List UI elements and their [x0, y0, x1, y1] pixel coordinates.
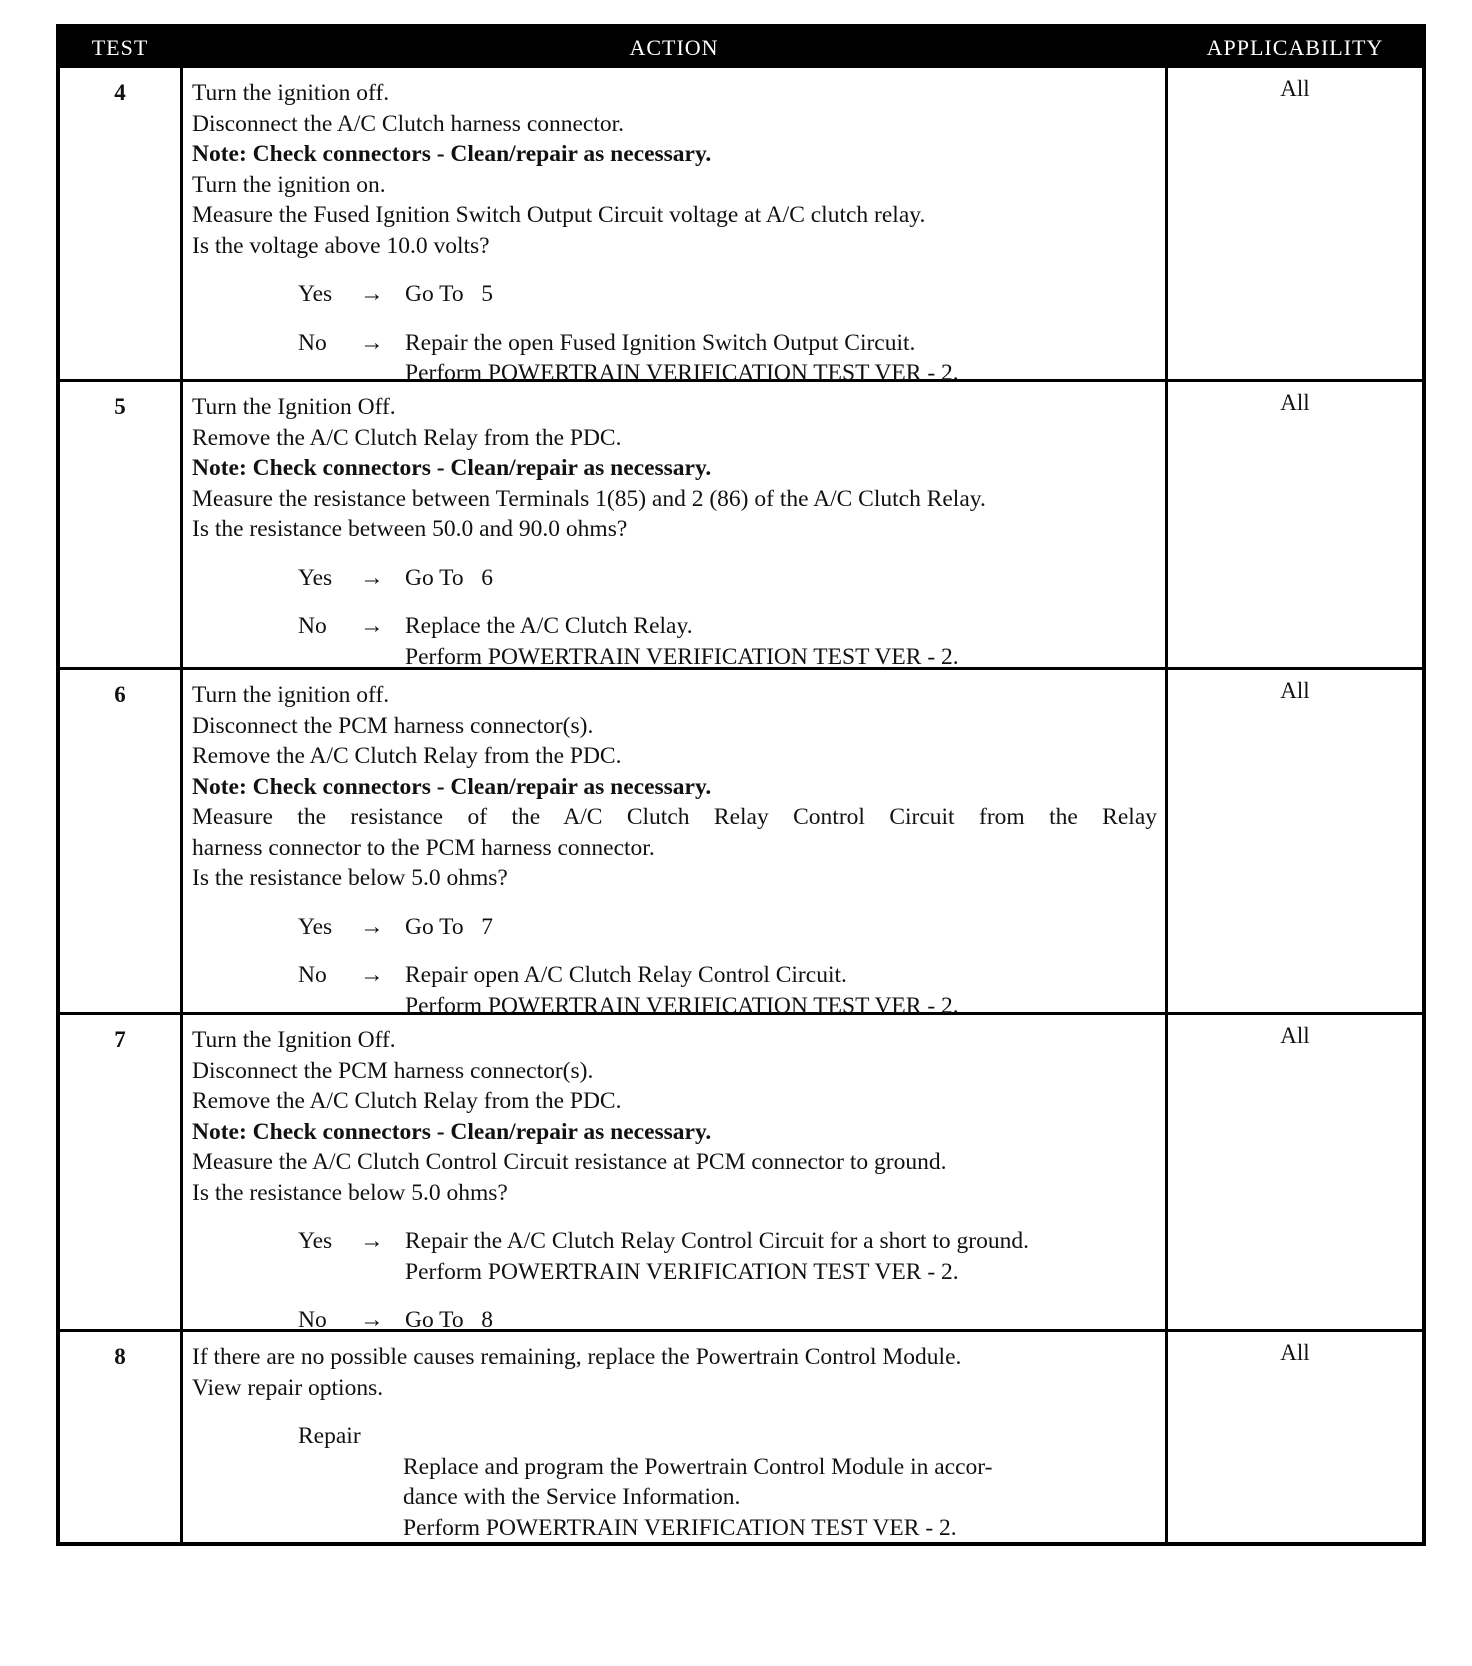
action-line: Disconnect the PCM harness connector(s). — [192, 1057, 594, 1084]
no-result: Repair the open Fused Ignition Switch Output Circuit. — [405, 329, 916, 356]
action-line: Turn the ignition on. — [192, 171, 386, 198]
no-result: Replace the A/C Clutch Relay. — [405, 613, 693, 639]
arrow-icon: → — [360, 913, 384, 940]
action-line: Is the resistance between 50.0 and 90.0 ohms? — [192, 516, 628, 542]
table-row — [60, 1012, 1422, 1333]
diagnostic-table — [56, 24, 1426, 1546]
header-test: TEST — [91, 35, 149, 60]
table-row — [60, 379, 1422, 670]
note-line: Note: Check connectors - Clean/repair as necessary. — [192, 455, 712, 481]
yes-branch — [192, 563, 1157, 594]
no-result: Perform POWERTRAIN VERIFICATION TEST VER - 2. — [405, 643, 959, 670]
action-cell — [180, 670, 1168, 1019]
applicability-value: All — [1280, 678, 1310, 703]
table-row — [60, 667, 1422, 1019]
no-branch — [192, 1305, 1157, 1336]
action-line: Is the resistance below 5.0 ohms? — [192, 1179, 508, 1206]
repair-line: Perform POWERTRAIN VERIFICATION TEST VER - 2. — [403, 1514, 957, 1541]
arrow-icon: → — [360, 281, 384, 307]
header-applicability: APPLICABILITY — [1206, 35, 1384, 60]
no-branch — [192, 611, 1157, 672]
yes-branch — [192, 1226, 1157, 1287]
action-cell — [180, 68, 1168, 386]
no-result: Repair open A/C Clutch Relay Control Circuit. — [405, 962, 847, 988]
no-label: No — [298, 613, 327, 639]
applicability-value: All — [1280, 76, 1310, 101]
action-line: Remove the A/C Clutch Relay from the PDC. — [192, 743, 622, 769]
action-line: Remove the A/C Clutch Relay from the PDC. — [192, 424, 622, 451]
action-line: Measure the A/C Clutch Control Circuit resistance at PCM connector to ground. — [192, 1149, 947, 1175]
action-line: Disconnect the PCM harness connector(s). — [192, 712, 594, 739]
yes-result: Repair the A/C Clutch Relay Control Circuit for a short to ground. — [405, 1228, 1029, 1254]
action-cell — [180, 382, 1168, 670]
no-result: Go To 8 — [405, 1307, 494, 1333]
action-line: View repair options. — [192, 1374, 384, 1401]
action-line: If there are no possible causes remaining, replace the Powertrain Control Module. — [192, 1344, 962, 1370]
no-result: Perform POWERTRAIN VERIFICATION TEST VER - 2. — [405, 360, 959, 386]
note-line: Note: Check connectors - Clean/repair as necessary. — [192, 1118, 712, 1145]
note-line: Note: Check connectors - Clean/repair as necessary. — [192, 773, 712, 800]
test-number: 6 — [114, 682, 126, 707]
action-line: harness connector to the PCM harness connector. — [192, 834, 655, 861]
action-line: Turn the ignition off. — [192, 80, 390, 106]
yes-label: Yes — [298, 564, 333, 591]
yes-result: Go To 5 — [405, 281, 494, 307]
action-line: Turn the Ignition Off. — [192, 1027, 396, 1053]
yes-label: Yes — [298, 913, 333, 940]
applicability-value: All — [1280, 1340, 1310, 1365]
yes-branch — [192, 912, 1157, 943]
action-line: Turn the ignition off. — [192, 682, 390, 708]
no-branch — [192, 328, 1157, 389]
action-line: Measure the resistance between Terminals 1(85) and 2 (86) of the A/C Clutch Relay. — [192, 485, 986, 512]
test-number: 7 — [114, 1027, 126, 1052]
arrow-icon: → — [360, 962, 384, 988]
repair-body — [192, 1452, 1157, 1544]
repair-line: Replace and program the Powertrain Control Module in accor- — [403, 1453, 993, 1480]
action-line: Remove the A/C Clutch Relay from the PDC. — [192, 1088, 622, 1114]
yes-result: Go To 7 — [405, 913, 494, 940]
no-label: No — [298, 1307, 327, 1333]
action-line: Is the voltage above 10.0 volts? — [192, 232, 490, 259]
arrow-icon: → — [360, 1307, 384, 1333]
table-row — [60, 1329, 1422, 1542]
arrow-icon: → — [360, 564, 384, 591]
arrow-icon: → — [360, 613, 384, 639]
test-number: 4 — [114, 80, 126, 105]
note-line: Note: Check connectors - Clean/repair as necessary. — [192, 141, 712, 167]
table-row — [60, 68, 1422, 386]
header-action: ACTION — [629, 35, 719, 60]
applicability-value: All — [1280, 1023, 1310, 1048]
repair-label: Repair — [298, 1423, 361, 1449]
no-branch — [192, 960, 1157, 1021]
yes-label: Yes — [298, 281, 333, 307]
yes-label: Yes — [298, 1228, 333, 1254]
action-line: Is the resistance below 5.0 ohms? — [192, 865, 508, 891]
yes-result: Go To 6 — [405, 564, 494, 591]
arrow-icon: → — [360, 1228, 384, 1254]
no-label: No — [298, 329, 327, 356]
test-number: 8 — [114, 1344, 126, 1369]
table-header — [60, 28, 1422, 68]
repair-line: dance with the Service Information. — [403, 1484, 741, 1510]
yes-branch — [192, 279, 1157, 310]
action-line: Measure the resistance of the A/C Clutch Relay Control Circuit from the Relay — [192, 804, 1157, 830]
test-number: 5 — [114, 394, 126, 419]
applicability-value: All — [1280, 390, 1310, 415]
action-line: Measure the Fused Ignition Switch Output Circuit voltage at A/C clutch relay. — [192, 202, 926, 228]
action-cell — [180, 1015, 1168, 1333]
yes-result: Perform POWERTRAIN VERIFICATION TEST VER - 2. — [405, 1258, 959, 1285]
no-label: No — [298, 962, 327, 988]
no-result: Perform POWERTRAIN VERIFICATION TEST VER - 2. — [405, 992, 959, 1019]
arrow-icon: → — [360, 329, 384, 356]
action-cell — [180, 1332, 1168, 1542]
action-line: Turn the Ignition Off. — [192, 394, 396, 420]
action-line: Disconnect the A/C Clutch harness connector. — [192, 110, 625, 137]
